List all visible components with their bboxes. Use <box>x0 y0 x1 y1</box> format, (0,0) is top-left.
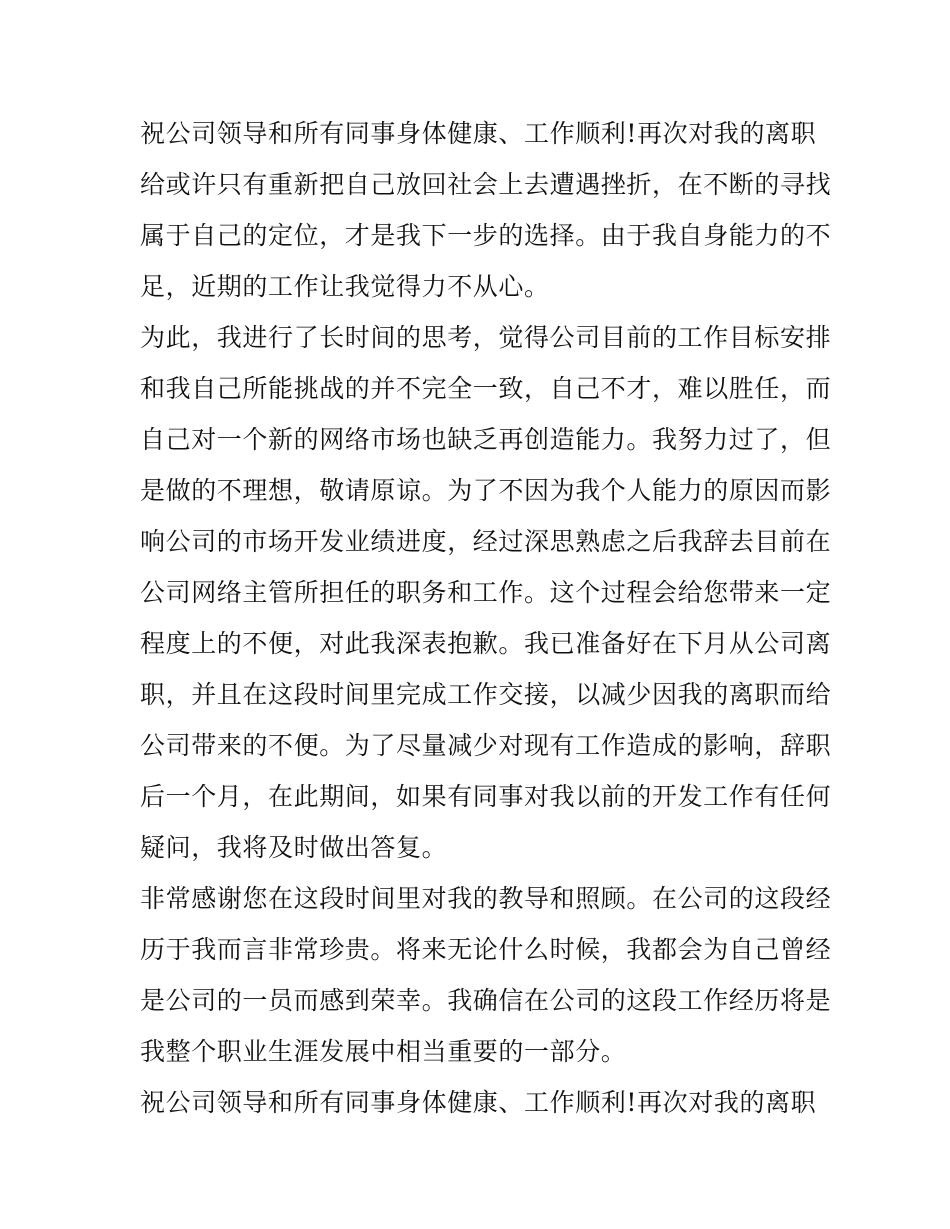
text-line: 给或许只有重新把自己放回社会上去遭遇挫折，在不断的寻找 <box>140 170 832 199</box>
text-line: 程度上的不便，对此我深表抱歉。我已准备好在下月从公司离 <box>140 629 832 658</box>
text-line: 和我自己所能挑战的并不完全一致，自己不才，难以胜任，而 <box>140 374 832 403</box>
text-line: 是公司的一员而感到荣幸。我确信在公司的这段工作经历将是 <box>140 986 832 1015</box>
text-line: 属于自己的定位，才是我下一步的选择。由于我自身能力的不 <box>140 221 832 250</box>
text-line: 祝公司领导和所有同事身体健康、工作顺利!再次对我的离职 <box>140 1088 817 1117</box>
text-line: 自己对一个新的网络市场也缺乏再创造能力。我努力过了，但 <box>140 425 832 454</box>
text-line: 非常感谢您在这段时间里对我的教导和照顾。在公司的这段经 <box>140 884 832 913</box>
text-line: 疑问，我将及时做出答复。 <box>140 833 448 862</box>
text-line: 祝公司领导和所有同事身体健康、工作顺利!再次对我的离职 <box>140 119 817 148</box>
text-line: 历于我而言非常珍贵。将来无论什么时候，我都会为自己曾经 <box>140 935 832 964</box>
text-line: 公司网络主管所担任的职务和工作。这个过程会给您带来一定 <box>140 578 832 607</box>
text-line: 是做的不理想，敬请原谅。为了不因为我个人能力的原因而影 <box>140 476 832 505</box>
text-line: 我整个职业生涯发展中相当重要的一部分。 <box>140 1037 627 1066</box>
text-line: 足，近期的工作让我觉得力不从心。 <box>140 272 550 301</box>
document-body <box>140 108 832 1128</box>
text-line: 响公司的市场开发业绩进度，经过深思熟虑之后我辞去目前在 <box>140 527 832 556</box>
text-line: 为此，我进行了长时间的思考，觉得公司目前的工作目标安排 <box>140 323 832 352</box>
text-line: 后一个月，在此期间，如果有同事对我以前的开发工作有任何 <box>140 782 832 811</box>
text-line: 职，并且在这段时间里完成工作交接，以减少因我的离职而给 <box>140 680 832 709</box>
text-line: 公司带来的不便。为了尽量减少对现有工作造成的影响，辞职 <box>140 731 832 760</box>
